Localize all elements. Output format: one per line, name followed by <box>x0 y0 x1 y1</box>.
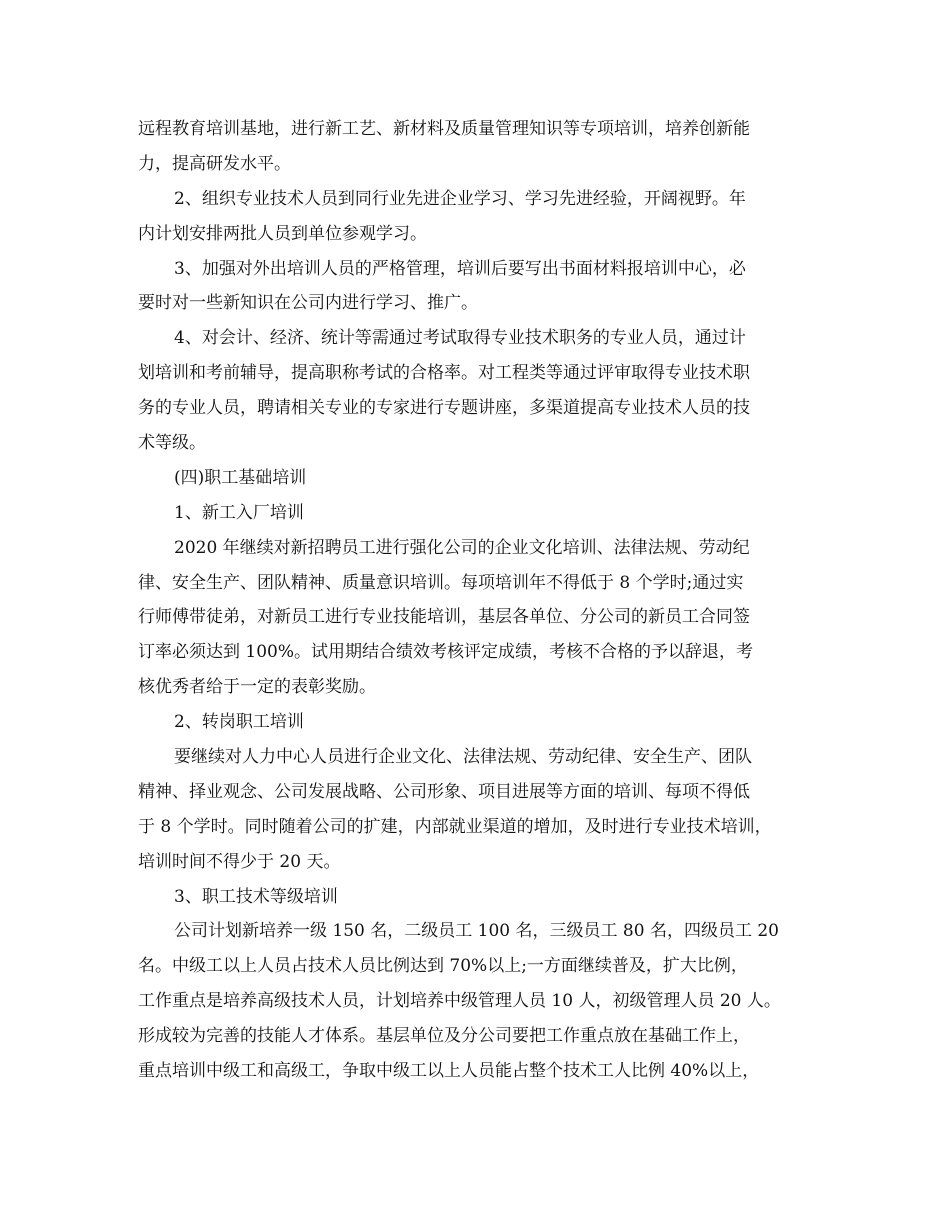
text-line: 形成较为完善的技能人才体系。基层单位及分公司要把工作重点放在基础工作上， <box>138 1026 750 1047</box>
text-line: 工作重点是培养高级技术人员，计划培养中级管理人员 10 人，初级管理人员 20 人。 <box>138 991 781 1012</box>
subsection-heading: 1、新工入厂培训 <box>174 502 304 523</box>
text-line: 律、安全生产、团队精神、质量意识培训。每项培训年不得低于 8 个学时;通过实 <box>138 572 744 593</box>
text-line: 务的专业人员，聘请相关专业的专家进行专题讲座，多渠道提高专业技术人员的技 <box>138 398 750 419</box>
text-line: 精神、择业观念、公司发展战略、公司形象、项目进展等方面的培训、每项不得低 <box>138 781 750 802</box>
text-line: 行师傅带徒弟，对新员工进行专业技能培训，基层各单位、分公司的新员工合同签 <box>138 607 750 628</box>
text-line: 订率必须达到 100%。试用期结合绩效考核评定成绩，考核不合格的予以辞退，考 <box>138 642 754 663</box>
text-line: 2、组织专业技术人员到同行业先进企业学习、学习先进经验，开阔视野。年 <box>174 188 746 209</box>
text-line: 培训时间不得少于 20 天。 <box>138 851 341 872</box>
subsection-heading: 2、转岗职工培训 <box>174 712 304 733</box>
text-line: 内计划安排两批人员到单位参观学习。 <box>138 223 427 244</box>
text-line: 于 8 个学时。同时随着公司的扩建，内部就业渠道的增加，及时进行专业技术培训， <box>138 816 772 837</box>
text-line: 术等级。 <box>138 433 206 454</box>
text-line: 公司计划新培养一级 150 名，二级员工 100 名，三级员工 80 名，四级员工 20 <box>174 921 779 942</box>
text-line: 要时对一些新知识在公司内进行学习、推广。 <box>138 293 478 314</box>
text-line: 远程教育培训基地，进行新工艺、新材料及质量管理知识等专项培训，培养创新能 <box>138 119 750 139</box>
text-line: 名。中级工以上人员占技术人员比例达到 70%以上;一方面继续普及，扩大比例， <box>138 956 748 977</box>
text-line: 划培训和考前辅导，提高职称考试的合格率。对工程类等通过评审取得专业技术职 <box>138 363 750 384</box>
text-line: 要继续对人力中心人员进行企业文化、法律法规、劳动纪律、安全生产、团队 <box>174 747 752 768</box>
text-line: 重点培训中级工和高级工，争取中级工以上人员能占整个技术工人比例 40%以上， <box>138 1061 760 1082</box>
section-heading: (四)职工基础培训 <box>174 467 307 488</box>
text-line: 4、对会计、经济、统计等需通过考试取得专业技术职务的专业人员，通过计 <box>174 328 746 349</box>
subsection-heading: 3、职工技术等级培训 <box>174 886 338 907</box>
text-line: 3、加强对外出培训人员的严格管理，培训后要写出书面材料报培训中心，必 <box>174 258 746 279</box>
text-line: 核优秀者给于一定的表彰奖励。 <box>138 677 376 698</box>
text-line: 2020 年继续对新招聘员工进行强化公司的企业文化培训、法律法规、劳动纪 <box>174 537 750 558</box>
document-body <box>138 112 818 1089</box>
text-line: 力，提高研发水平。 <box>138 153 291 174</box>
